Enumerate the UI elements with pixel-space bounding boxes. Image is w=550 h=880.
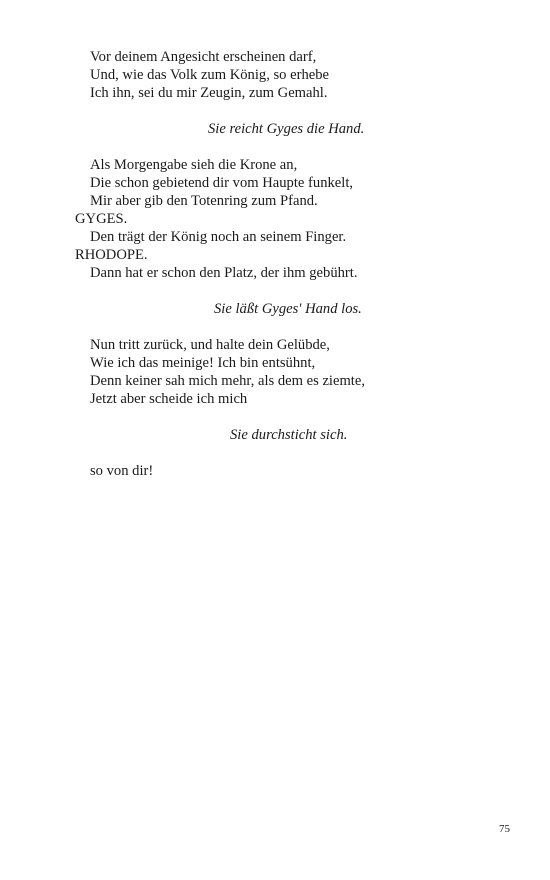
stage-direction: Sie reicht Gyges die Hand. xyxy=(208,121,365,137)
stage-direction: Sie durchsticht sich. xyxy=(230,427,348,443)
spacer xyxy=(75,408,495,426)
verse-line: Dann hat er schon den Platz, der ihm gebührt. xyxy=(90,265,358,281)
verse-line: Jetzt aber scheide ich mich xyxy=(90,391,248,407)
spacer xyxy=(75,444,495,462)
drama-text xyxy=(75,48,495,480)
verse-line: Die schon gebietend dir vom Haupte funkelt, xyxy=(90,175,354,191)
spacer xyxy=(75,138,495,156)
verse-line: Als Morgengabe sieh die Krone an, xyxy=(90,157,298,173)
verse-line: so von dir! xyxy=(90,463,154,479)
verse-line: Wie ich das meinige! Ich bin entsühnt, xyxy=(90,355,316,371)
speaker-name: GYGES. xyxy=(75,211,128,227)
verse-line: Mir aber gib den Totenring zum Pfand. xyxy=(90,193,318,209)
stage-direction: Sie läßt Gyges' Hand los. xyxy=(214,301,362,317)
verse-line: Ich ihn, sei du mir Zeugin, zum Gemahl. xyxy=(90,85,328,101)
speaker-name: RHODOPE. xyxy=(75,247,148,263)
spacer xyxy=(75,318,495,336)
page-number: 75 xyxy=(499,823,510,835)
verse-line: Und, wie das Volk zum König, so erhebe xyxy=(90,67,330,83)
verse-line: Den trägt der König noch an seinem Finger. xyxy=(90,229,347,245)
verse-line: Nun tritt zurück, und halte dein Gelübde, xyxy=(90,337,330,353)
verse-line: Denn keiner sah mich mehr, als dem es ziemte, xyxy=(90,373,365,389)
spacer xyxy=(75,282,495,300)
spacer xyxy=(75,102,495,120)
verse-line: Vor deinem Angesicht erscheinen darf, xyxy=(90,49,317,65)
